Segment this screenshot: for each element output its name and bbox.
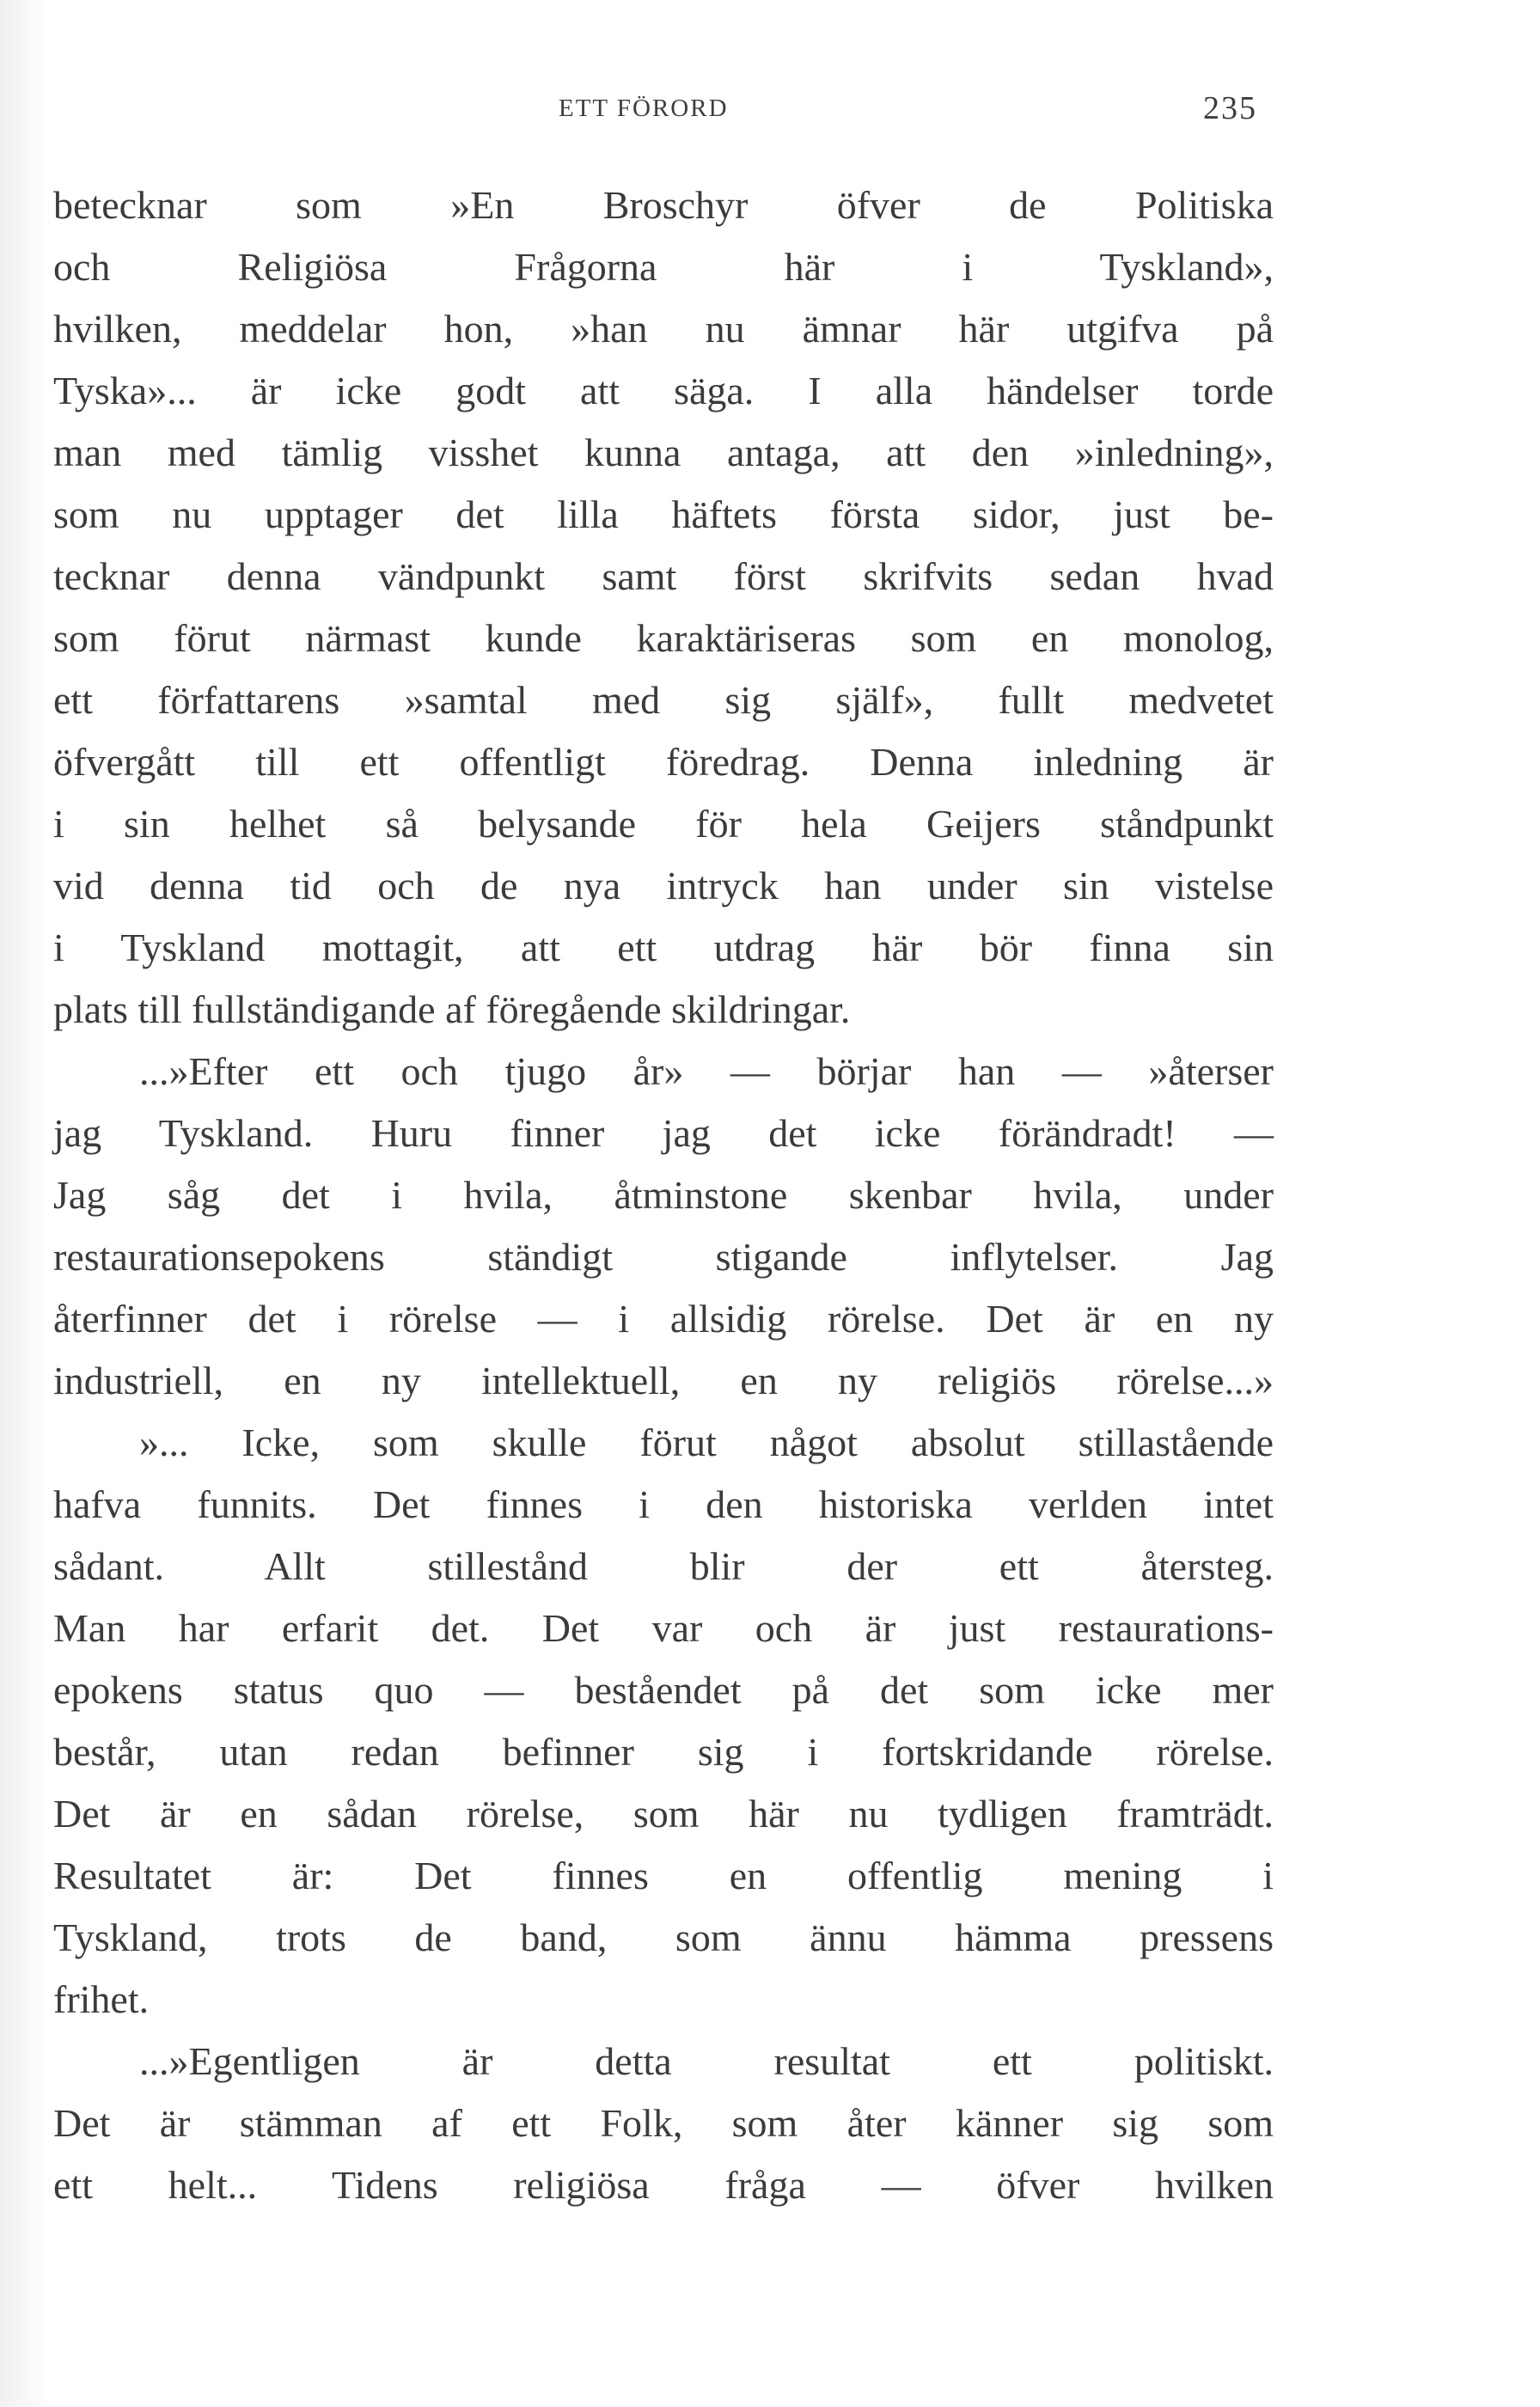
text-line: som förut närmast kunde karaktäriseras som en monolog,	[53, 616, 1274, 660]
text-line: frihet.	[53, 1977, 150, 2021]
page-number: 235	[1203, 90, 1257, 126]
text-line: Tyska»... är icke godt att säga. I alla händelser torde	[53, 369, 1274, 412]
text-line: som nu upptager det lilla häftets första sidor, just be-	[53, 492, 1274, 536]
text-line: »... Icke, som skulle förut något absolut stillastående	[139, 1420, 1274, 1464]
text-line: hvilken, meddelar hon, »han nu ämnar här utgifva på	[53, 307, 1274, 351]
text-line: består, utan redan befinner sig i fortskridande rörelse.	[53, 1730, 1274, 1774]
text-line: tecknar denna vändpunkt samt först skrifvits sedan hvad	[53, 554, 1274, 598]
text-line: Det är stämman af ett Folk, som åter känner sig som	[53, 2101, 1274, 2145]
text-line: man med tämlig visshet kunna antaga, att den »inledning»,	[53, 431, 1274, 474]
page-edge-shadow	[0, 0, 52, 2407]
text-line: Man har erfarit det. Det var och är just restaurations-	[53, 1606, 1274, 1650]
text-line: Tyskland, trots de band, som ännu hämma pressens	[53, 1915, 1274, 1959]
text-line: ...»Egentligen är detta resultat ett politiskt.	[139, 2039, 1274, 2083]
text-line: vid denna tid och de nya intryck han under sin vistelse	[53, 864, 1274, 907]
text-line: jag Tyskland. Huru finner jag det icke förändradt! —	[53, 1111, 1274, 1155]
text-line: Resultatet är: Det finnes en offentlig mening i	[53, 1854, 1274, 1897]
text-line: hafva funnits. Det finnes i den historiska verlden intet	[53, 1482, 1274, 1526]
text-line: industriell, en ny intellektuell, en ny religiös rörelse...»	[53, 1359, 1274, 1402]
text-line: epokens status quo — beståendet på det som icke mer	[53, 1668, 1274, 1712]
text-line: återfinner det i rörelse — i allsidig rörelse. Det är en ny	[53, 1297, 1274, 1341]
text-line: i Tyskland mottagit, att ett utdrag här bör finna sin	[53, 926, 1274, 969]
running-title: ETT FÖRORD	[559, 95, 729, 122]
text-line: och Religiösa Frågorna här i Tyskland»,	[53, 245, 1274, 289]
text-line: Jag såg det i hvila, åtminstone skenbar hvila, under	[53, 1173, 1274, 1217]
text-line: ...»Efter ett och tjugo år» — börjar han — »återser	[139, 1049, 1274, 1093]
text-line: i sin helhet så belysande för hela Geijers ståndpunkt	[53, 802, 1274, 846]
text-line: Det är en sådan rörelse, som här nu tydligen framträdt.	[53, 1792, 1274, 1836]
text-line: sådant. Allt stillestånd blir der ett återsteg.	[53, 1544, 1274, 1588]
text-line: betecknar som »En Broschyr öfver de Politiska	[53, 183, 1274, 227]
text-line: restaurationsepokens ständigt stigande inflytelser. Jag	[53, 1235, 1274, 1279]
text-line: öfvergått till ett offentligt föredrag. Denna inledning är	[53, 740, 1274, 784]
running-head	[0, 90, 1540, 129]
text-line: ett författarens »samtal med sig själf», fullt medvetet	[53, 678, 1274, 722]
text-line: ett helt... Tidens religiösa fråga — öfver hvilken	[53, 2163, 1274, 2207]
body-text	[53, 174, 1274, 2216]
text-line: plats till fullständigande af föregående skildringar.	[53, 987, 851, 1031]
